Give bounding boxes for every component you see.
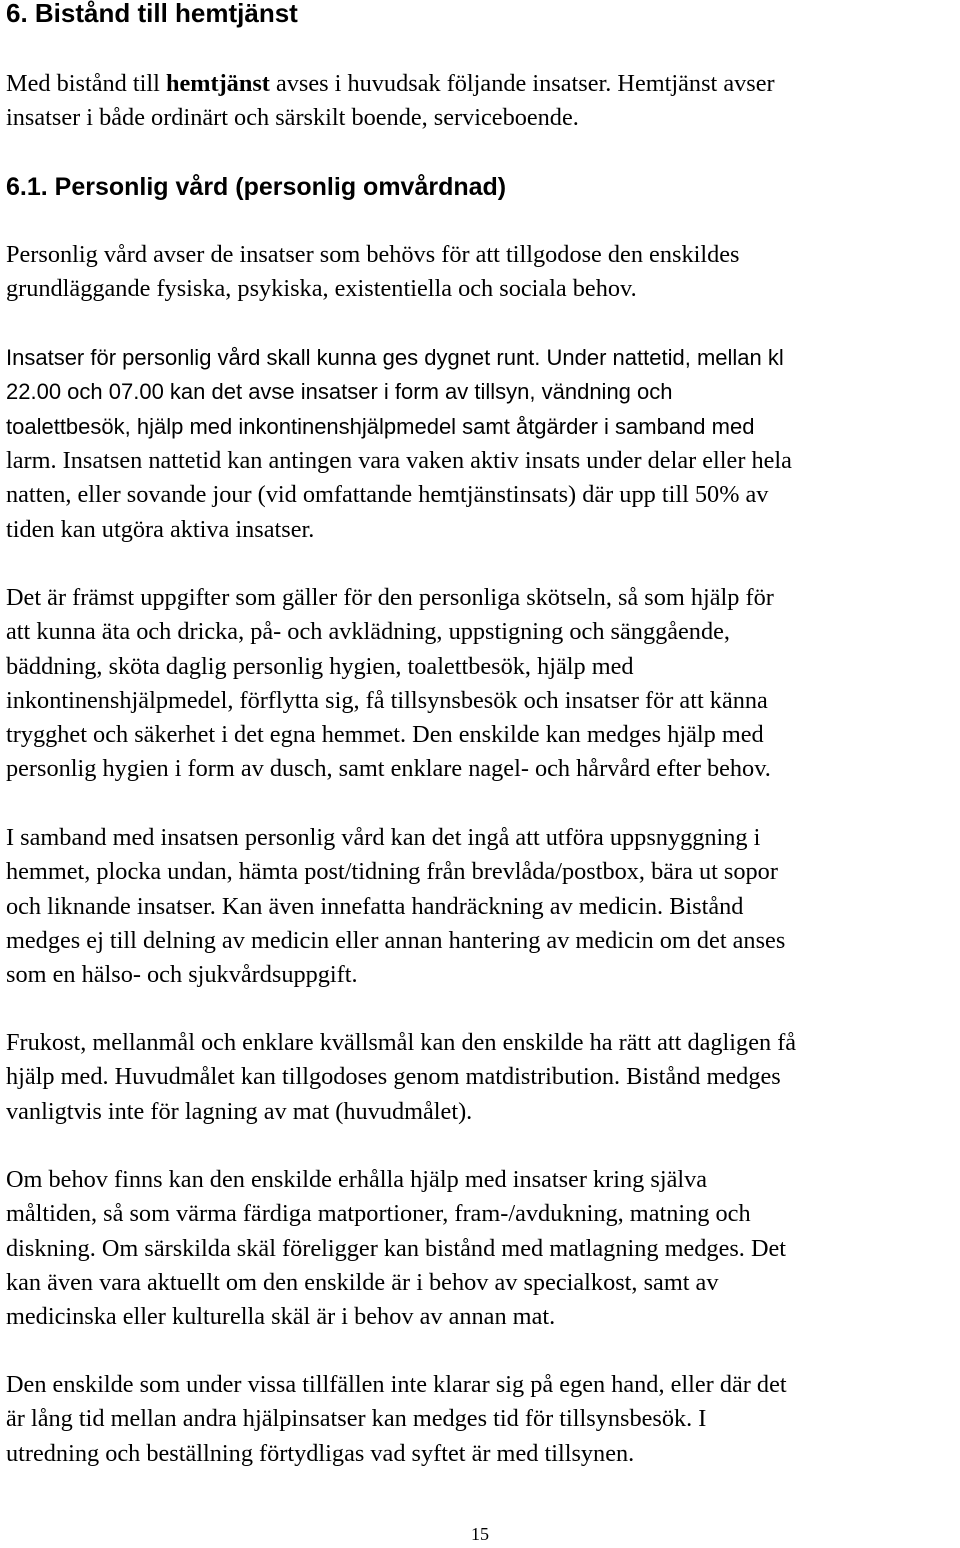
paragraph-mealtime-help (6, 1163, 958, 1334)
intro-line-1 (6, 67, 958, 101)
paragraph-line: Insatser för personlig vård skall kunna ges dygnet runt. Under nattetid, mellan kl (6, 345, 784, 370)
paragraph-line: Personlig vård avser de insatser som behövs för att tillgodose den enskildes (6, 241, 740, 268)
subsection-heading: 6.1. Personlig vård (personlig omvårdnad) (6, 173, 507, 201)
paragraph-line: är lång tid mellan andra hjälpinsatser kan medges tid för tillsynsbesök. I (6, 1405, 707, 1433)
paragraph-line: grundläggande fysiska, psykiska, existentiella och sociala behov. (6, 275, 637, 303)
paragraph-night-care (6, 341, 958, 444)
paragraph-line: vanligtvis inte för lagning av mat (huvudmålet). (6, 1097, 473, 1125)
intro-line-1-before: Med bistånd till (6, 70, 166, 97)
paragraph-tasks (6, 581, 958, 787)
paragraph-line: bäddning, sköta daglig personlig hygien, toalettbesök, hjälp med (6, 652, 634, 680)
paragraph-line: utredning och beställning förtydligas vad syftet är med tillsynen. (6, 1439, 635, 1467)
paragraph-line: Det är främst uppgifter som gäller för den personliga skötseln, så som hjälp för (6, 584, 774, 611)
paragraph-line: som en hälso- och sjukvårdsuppgift. (6, 961, 358, 989)
paragraph-line: och liknande insatser. Kan även innefatta handräckning av medicin. Bistånd (6, 892, 744, 920)
paragraph-line: 22.00 och 07.00 kan det avse insatser i form av tillsyn, vändning och (6, 379, 673, 405)
intro-bold-term: hemtjänst (165, 70, 270, 97)
paragraph-line: hemmet, plocka undan, hämta post/tidning från brevlåda/postbox, bära ut sopor (6, 858, 778, 886)
paragraph-night-details (6, 444, 958, 547)
paragraph-line: medicinska eller kulturella skäl är i behov av annan mat. (6, 1303, 556, 1331)
intro-paragraph (6, 67, 958, 136)
paragraph-line: Den enskilde som under vissa tillfällen inte klarar sig på egen hand, eller där det (6, 1371, 787, 1398)
paragraph-line: toalettbesök, hjälp med inkontinenshjälpmedel samt åtgärder i samband med (6, 413, 755, 439)
paragraph-line: Frukost, mellanmål och enklare kvällsmål kan den enskilde ha rätt att dagligen få (6, 1029, 797, 1056)
paragraph-definition (6, 238, 958, 307)
paragraph-line: inkontinenshjälpmedel, förflytta sig, få tillsynsbesök och insatser för att känna (6, 686, 768, 714)
paragraph-line: tiden kan utgöra aktiva insatser. (6, 515, 315, 543)
paragraph-line: I samband med insatsen personlig vård kan det ingå att utföra uppsnyggning i (6, 824, 761, 851)
paragraph-line: larm. Insatsen nattetid kan antingen vara vaken aktiv insats under delar eller hela (6, 447, 792, 474)
paragraph-line: hjälp med. Huvudmålet kan tillgodoses genom matdistribution. Bistånd medges (6, 1063, 781, 1091)
paragraph-line: diskning. Om särskilda skäl föreligger kan bistånd med matlagning medges. Det (6, 1234, 787, 1262)
paragraph-line: Om behov finns kan den enskilde erhålla hjälp med insatser kring själva (6, 1166, 708, 1193)
paragraph-household (6, 821, 958, 992)
paragraph-line: måltiden, så som värma färdiga matportioner, fram-/avdukning, matning och (6, 1200, 751, 1228)
intro-line-2: insatser i både ordinärt och särskilt boende, serviceboende. (6, 104, 579, 132)
paragraph-line: kan även vara aktuellt om den enskilde är i behov av specialkost, samt av (6, 1268, 719, 1296)
paragraph-line: att kunna äta och dricka, på- och avklädning, uppstigning och sänggående, (6, 618, 730, 646)
paragraph-line: medges ej till delning av medicin eller annan hantering av medicin om det anses (6, 926, 786, 954)
paragraph-meals (6, 1026, 958, 1129)
paragraph-line: natten, eller sovande jour (vid omfattande hemtjänstinsats) där upp till 50% av (6, 481, 769, 509)
paragraph-line: trygghet och säkerhet i det egna hemmet. Den enskilde kan medges hjälp med (6, 721, 764, 749)
paragraph-line: personlig hygien i form av dusch, samt enklare nagel- och hårvård efter behov. (6, 755, 771, 783)
section-heading: 6. Bistånd till hemtjänst (6, 0, 298, 28)
page-number: 15 (471, 1524, 489, 1544)
intro-line-1-after: avses i huvudsak följande insatser. Hemtjänst avser (269, 70, 775, 97)
paragraph-supervision (6, 1368, 958, 1471)
